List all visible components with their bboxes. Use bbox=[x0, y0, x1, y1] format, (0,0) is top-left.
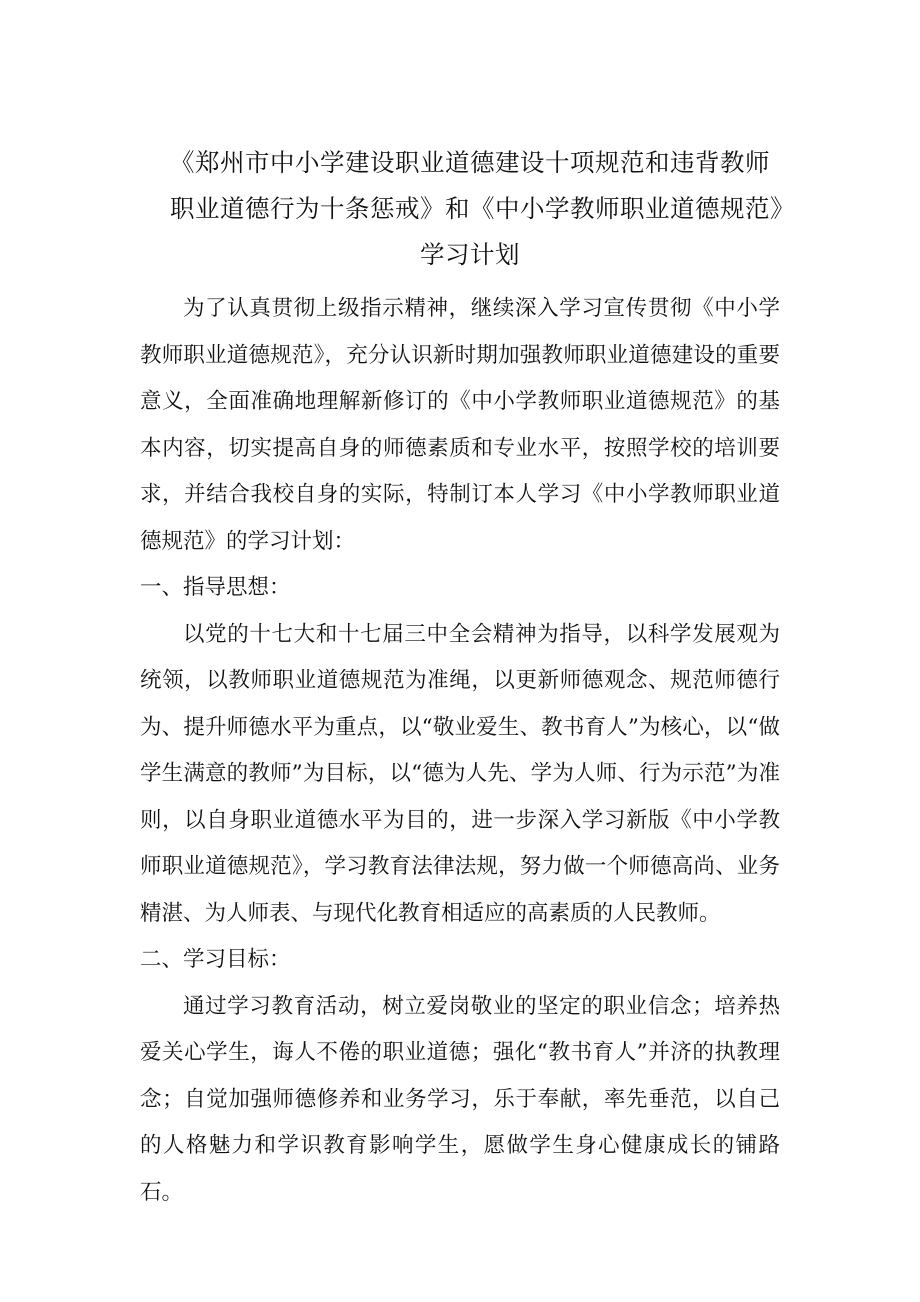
section-heading-guiding-ideology: 一、指导思想： bbox=[140, 575, 291, 600]
intro-paragraph: 为了认真贯彻上级指示精神，继续深入学习宣传贯彻《中小学教师职业道德规范》，充分认识新时期加强教师职业道德建设的重要意义，全面准确地理解新修订的《中小学教师职业道德规范》的基本内容，切实提高自身的师德素质和专业水平，按照学校的培训要求，并结合我校自身的实际，特制订本人学习《中小学教师职业道德规范》的学习计划： bbox=[140, 296, 780, 554]
title-line-3: 学习计划 bbox=[420, 240, 520, 269]
document-body bbox=[140, 286, 780, 1216]
document-title bbox=[140, 140, 800, 278]
section-heading-learning-goals: 二、学习目标： bbox=[140, 947, 291, 972]
section-body-learning-goals: 通过学习教育活动，树立爱岗敬业的坚定的职业信念；培养热爱关心学生，诲人不倦的职业道德；强化“教书育人”并济的执教理念；自觉加强师德修养和业务学习，乐于奉献，率先垂范，以自己的人格魅力和学识教育影响学生，愿做学生身心健康成长的铺路石。 bbox=[140, 993, 780, 1205]
title-line-2: 职业道德行为十条惩戒》和《中小学教师职业道德规范》 bbox=[170, 194, 795, 223]
title-line-1: 《郑州市中小学建设职业道德建设十项规范和违背教师 bbox=[170, 148, 770, 177]
section-body-guiding-ideology: 以党的十七大和十七届三中全会精神为指导，以科学发展观为统领，以教师职业道德规范为准绳，以更新师德观念、规范师德行为、提升师德水平为重点，以“敬业爱生、教书育人”为核心，以“做学生满意的教师”为目标，以“德为人先、学为人师、行为示范”为准则，以自身职业道德水平为目的，进一步深入学习新版《中小学教师职业道德规范》，学习教育法律法规，努力做一个师德高尚、业务精湛、为人师表、与现代化教育相适应的高素质的人民教师。 bbox=[140, 621, 780, 926]
